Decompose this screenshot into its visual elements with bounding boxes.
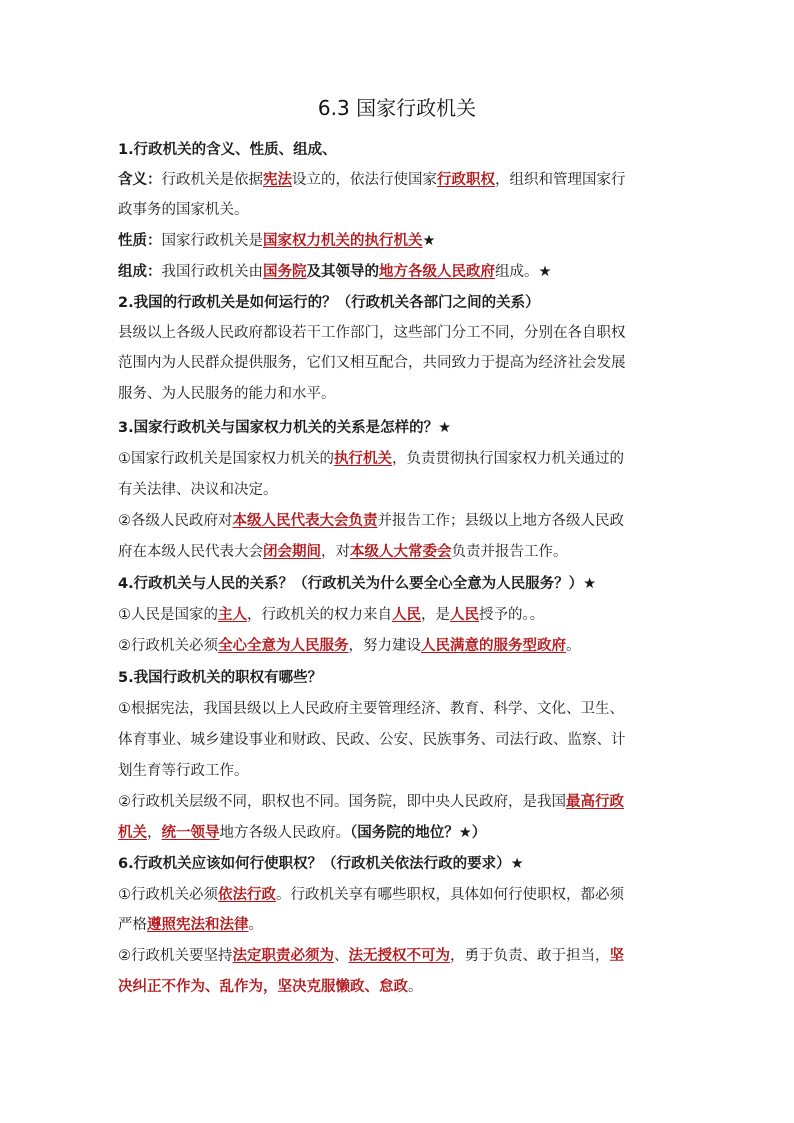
highlight-admin-power: 行政职权 <box>437 172 495 188</box>
composition-line <box>118 262 684 282</box>
text: 设立的，依法行使国家 <box>292 172 437 188</box>
text: 。 <box>248 917 263 933</box>
text: ， <box>147 825 162 841</box>
section-1-heading: 1.行政机关的含义、性质、组成、 <box>118 142 337 158</box>
highlight-people: 人民 <box>392 607 421 623</box>
paragraph-line <box>118 542 684 562</box>
text: 负责并报告工作。 <box>451 544 568 560</box>
text: ②行政机关必须 <box>118 638 218 654</box>
text: 、 <box>334 948 349 964</box>
paragraph-line <box>118 915 684 935</box>
highlight-standing-committee: 本级人大常委会 <box>350 544 452 560</box>
text: ，勇于负责、敢于担当， <box>450 948 610 964</box>
highlight-no-authorization: 法无授权不可为 <box>348 948 450 964</box>
text: 。 <box>566 638 581 654</box>
text: ②各级人民政府对 <box>118 513 233 529</box>
highlight-people: 人民 <box>450 607 479 623</box>
highlight-executive-organ: 国家权力机关的执行机关 <box>263 233 423 249</box>
paragraph-line <box>118 885 684 905</box>
paragraph-line <box>118 823 684 843</box>
paragraph-line: 体育事业、城乡建设事业和财政、民政、公安、民族事务、司法行政、监察、计 <box>118 732 626 748</box>
highlight-local-governments: 地方各级人民政府 <box>379 264 495 280</box>
text: 。 <box>408 979 423 995</box>
highlight-highest-admin: 最高行政 <box>566 794 624 810</box>
highlight-executive-organ: 执行机关 <box>334 451 392 467</box>
text: ，努力建设 <box>348 638 421 654</box>
text: 授予的。。 <box>479 607 545 623</box>
text: ②行政机关要坚持 <box>118 948 233 964</box>
paragraph-line: 服务、为人民服务的能力和水平。 <box>118 386 336 402</box>
text: ①国家行政机关是国家权力机关的 <box>118 451 334 467</box>
paragraph-line <box>118 511 684 531</box>
text: 严格 <box>118 917 147 933</box>
composition-label: 组成： <box>118 264 162 280</box>
section-5-heading: 5.我国行政机关的职权有哪些？ <box>118 670 323 686</box>
definition-line <box>118 170 684 190</box>
highlight-organ: 机关 <box>118 825 147 841</box>
paragraph-line <box>118 792 684 812</box>
nature-line <box>118 231 684 251</box>
highlight-rule-of-law: 依法行政 <box>218 887 276 903</box>
text: ，行政机关的权力来自 <box>247 607 392 623</box>
highlight-service-government: 人民满意的服务型政府 <box>421 638 566 654</box>
text: 地方各级人民政府。 <box>219 825 350 841</box>
paragraph-line: 范围内为人民群众提供服务，它们又相互配合，共同致力于提高为经济社会发展 <box>118 355 626 371</box>
highlight-constitution: 宪法 <box>263 172 292 188</box>
text: 行政机关是依据 <box>161 172 263 188</box>
section-6-heading: 6.行政机关应该如何行使职权？（行政机关依法行政的要求）★ <box>118 856 524 872</box>
text: ，是 <box>421 607 450 623</box>
highlight-statutory-duty: 法定职责必须为 <box>232 948 334 964</box>
text: 国家行政机关是 <box>161 233 263 249</box>
definition-line-2: 政事务的国家机关。 <box>118 202 249 218</box>
text: 我国行政机关由 <box>161 264 263 280</box>
text: 及其领导的 <box>306 264 379 280</box>
paragraph-line <box>118 605 684 625</box>
paragraph-line <box>118 977 684 997</box>
highlight-recess: 闭会期间 <box>263 544 321 560</box>
nature-label: 性质： <box>118 233 162 249</box>
highlight-master: 主人 <box>218 607 247 623</box>
text: 。行政机关享有哪些职权，具体如何行使职权，都必须 <box>276 887 624 903</box>
highlight-unified-leadership: 统一领导 <box>161 825 220 841</box>
paragraph-line: ①根据宪法，我国县级以上人民政府主要管理经济、教育、科学、文化、卫生、 <box>118 701 624 717</box>
paragraph-line <box>118 449 684 469</box>
text: ②行政机关层级不同，职权也不同。国务院，即中央人民政府，是我国 <box>118 794 566 810</box>
text: 府在本级人民代表大会 <box>118 544 263 560</box>
text: 并报告工作；县级以上地方各级人民政 <box>377 513 624 529</box>
text: ，组织和管理国家行 <box>495 172 626 188</box>
highlight-follow-constitution: 遵照宪法和法律 <box>147 917 249 933</box>
text: （国务院的地位？★） <box>350 825 487 841</box>
highlight-correct-inaction: 决纠正不作为、乱作为，坚决克服懒政、怠政 <box>118 979 408 995</box>
page-title: 6.3 国家行政机关 <box>317 96 477 120</box>
text: ①人民是国家的 <box>118 607 218 623</box>
star-icon: ★ <box>422 233 436 249</box>
highlight-serve-people: 全心全意为人民服务 <box>218 638 349 654</box>
section-4-heading: 4.行政机关与人民的关系？（行政机关为什么要全心全意为人民服务？）★ <box>118 576 597 592</box>
text: ①行政机关必须 <box>118 887 218 903</box>
paragraph-line <box>118 636 684 656</box>
highlight-npc-responsible: 本级人民代表大会负责 <box>232 513 378 529</box>
text: ，负责贯彻执行国家权力机关通过的 <box>392 451 624 467</box>
highlight-state-council: 国务院 <box>263 264 307 280</box>
text: 组成。★ <box>495 264 552 280</box>
text: ，对 <box>321 544 350 560</box>
section-2-heading: 2.我国的行政机关是如何运行的？（行政机关各部门之间的关系） <box>118 295 540 311</box>
paragraph-line <box>118 946 684 966</box>
definition-label: 含义： <box>118 172 162 188</box>
paragraph-line: 县级以上各级人民政府都设若干工作部门，这些部门分工不同，分别在各自职权 <box>118 325 626 341</box>
paragraph-line: 有关法律、决议和决定。 <box>118 482 278 498</box>
highlight-resolute: 坚 <box>609 948 624 964</box>
paragraph-line: 划生育等行政工作。 <box>118 763 249 779</box>
section-3-heading: 3.国家行政机关与国家权力机关的关系是怎样的？★ <box>118 420 452 436</box>
